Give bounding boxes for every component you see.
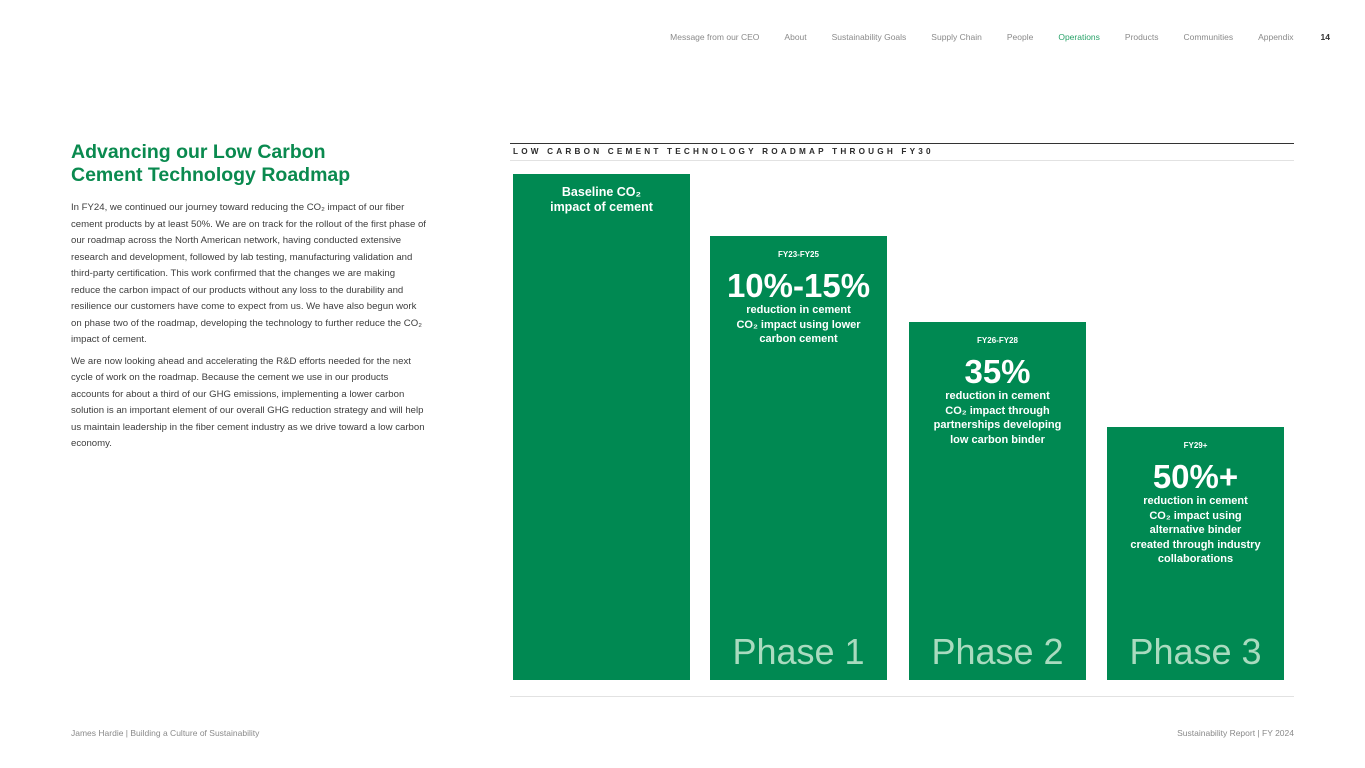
- baseline-label: [513, 185, 690, 214]
- phase-2-value: 35%: [964, 353, 1031, 390]
- page-title-line-2: Cement Technology Roadmap: [71, 164, 351, 186]
- footer-report: Sustainability Report | FY 2024: [1177, 728, 1294, 738]
- nav-item-supply-chain[interactable]: Supply Chain: [931, 32, 982, 42]
- phase-2-description-line: low carbon binder: [950, 433, 1045, 446]
- nav-item-products[interactable]: Products: [1124, 32, 1159, 42]
- phase-3-description-line: collaborations: [1157, 553, 1234, 565]
- phase-1-description: [710, 303, 887, 347]
- nav-item-about[interactable]: About: [784, 32, 807, 42]
- nav-item-ceo-message[interactable]: Message from our CEO: [670, 32, 760, 42]
- roadmap-bottom-rule: [510, 696, 1294, 697]
- page-title-line-1: Advancing our Low Carbon: [71, 141, 326, 163]
- nav-item-sustainability-goals[interactable]: Sustainability Goals: [831, 32, 907, 42]
- phase-1-bar: [710, 236, 887, 680]
- phase-3-period: FY29+: [1183, 441, 1208, 450]
- phase-3-description-line: CO₂ impact using: [1149, 509, 1242, 522]
- phase-1-description-line: CO₂ impact using lower: [736, 318, 861, 331]
- nav-item-appendix[interactable]: Appendix: [1258, 32, 1294, 42]
- phase-3-label: Phase 3: [1129, 631, 1262, 672]
- nav-item-operations[interactable]: Operations: [1058, 32, 1100, 42]
- nav-item-communities[interactable]: Communities: [1183, 32, 1234, 42]
- phase-2-period: FY26-FY28: [977, 336, 1018, 345]
- roadmap-heading: LOW CARBON CEMENT TECHNOLOGY ROADMAP THROUGH FY30: [513, 147, 934, 156]
- phase-2-label: Phase 2: [931, 631, 1064, 672]
- phase-2-description-line: partnerships developing: [933, 419, 1062, 431]
- nav-item-people[interactable]: People: [1006, 32, 1034, 42]
- roadmap-heading-underline: [510, 160, 1294, 161]
- phase-1-period: FY23-FY25: [778, 250, 819, 259]
- phase-2-description-line: CO₂ impact through: [945, 404, 1050, 417]
- phase-3-bar: [1107, 427, 1284, 680]
- article-paragraph-1: In FY24, we continued our journey toward reducing the CO₂ impact of our fiber cement products by at least 50%. We are on track for the rollout of the first phase of our roadmap across the North American network, having conducted extensive research and development, followed by lab testing, manufacturing validation and third-party certification. This work confirmed that the changes we are making reduce the carbon impact of our products without any loss to the durability and resilience our customers have come to expect from us. We have also begun work on phase two of the roadmap, developing the technology to further reduce the CO₂ impact of cement.: [71, 202, 426, 345]
- phase-3-description: [1107, 494, 1284, 567]
- top-nav: [645, 31, 1330, 43]
- phase-1-description-line: carbon cement: [759, 333, 838, 345]
- article-paragraph-2: We are now looking ahead and accelerating the R&D efforts needed for the next cycle of work on the roadmap. Because the cement we use in our products accounts for about a third of our GHG emissions, implementing a lower carbon solution is an important element of our overall GHG reduction strategy and will help us maintain leadership in the fiber cement industry as we drive toward a low carbon economy.: [71, 355, 425, 449]
- phase-1-description-line: reduction in cement: [746, 304, 851, 316]
- phase-1-value: 10%-15%: [726, 267, 871, 304]
- page-title: [71, 141, 431, 187]
- footer-company: James Hardie | Building a Culture of Sustainability: [71, 728, 260, 738]
- phase-3-description-line: alternative binder: [1149, 524, 1242, 536]
- phase-2-bar: [909, 322, 1086, 680]
- page-number: 14: [1320, 32, 1330, 42]
- phase-3-description-line: reduction in cement: [1143, 495, 1248, 507]
- roadmap-top-rule: [510, 143, 1294, 144]
- phase-3-description-line: created through industry: [1130, 538, 1261, 551]
- phase-1-label: Phase 1: [732, 631, 865, 672]
- baseline-label-line-1: Baseline CO₂: [561, 185, 642, 199]
- phase-2-description: [909, 389, 1086, 447]
- baseline-label-line-2: impact of cement: [550, 199, 653, 214]
- baseline-bar: [513, 174, 690, 680]
- phase-3-value: 50%+: [1152, 458, 1239, 495]
- article-body: [71, 200, 426, 458]
- phase-2-description-line: reduction in cement: [945, 390, 1050, 402]
